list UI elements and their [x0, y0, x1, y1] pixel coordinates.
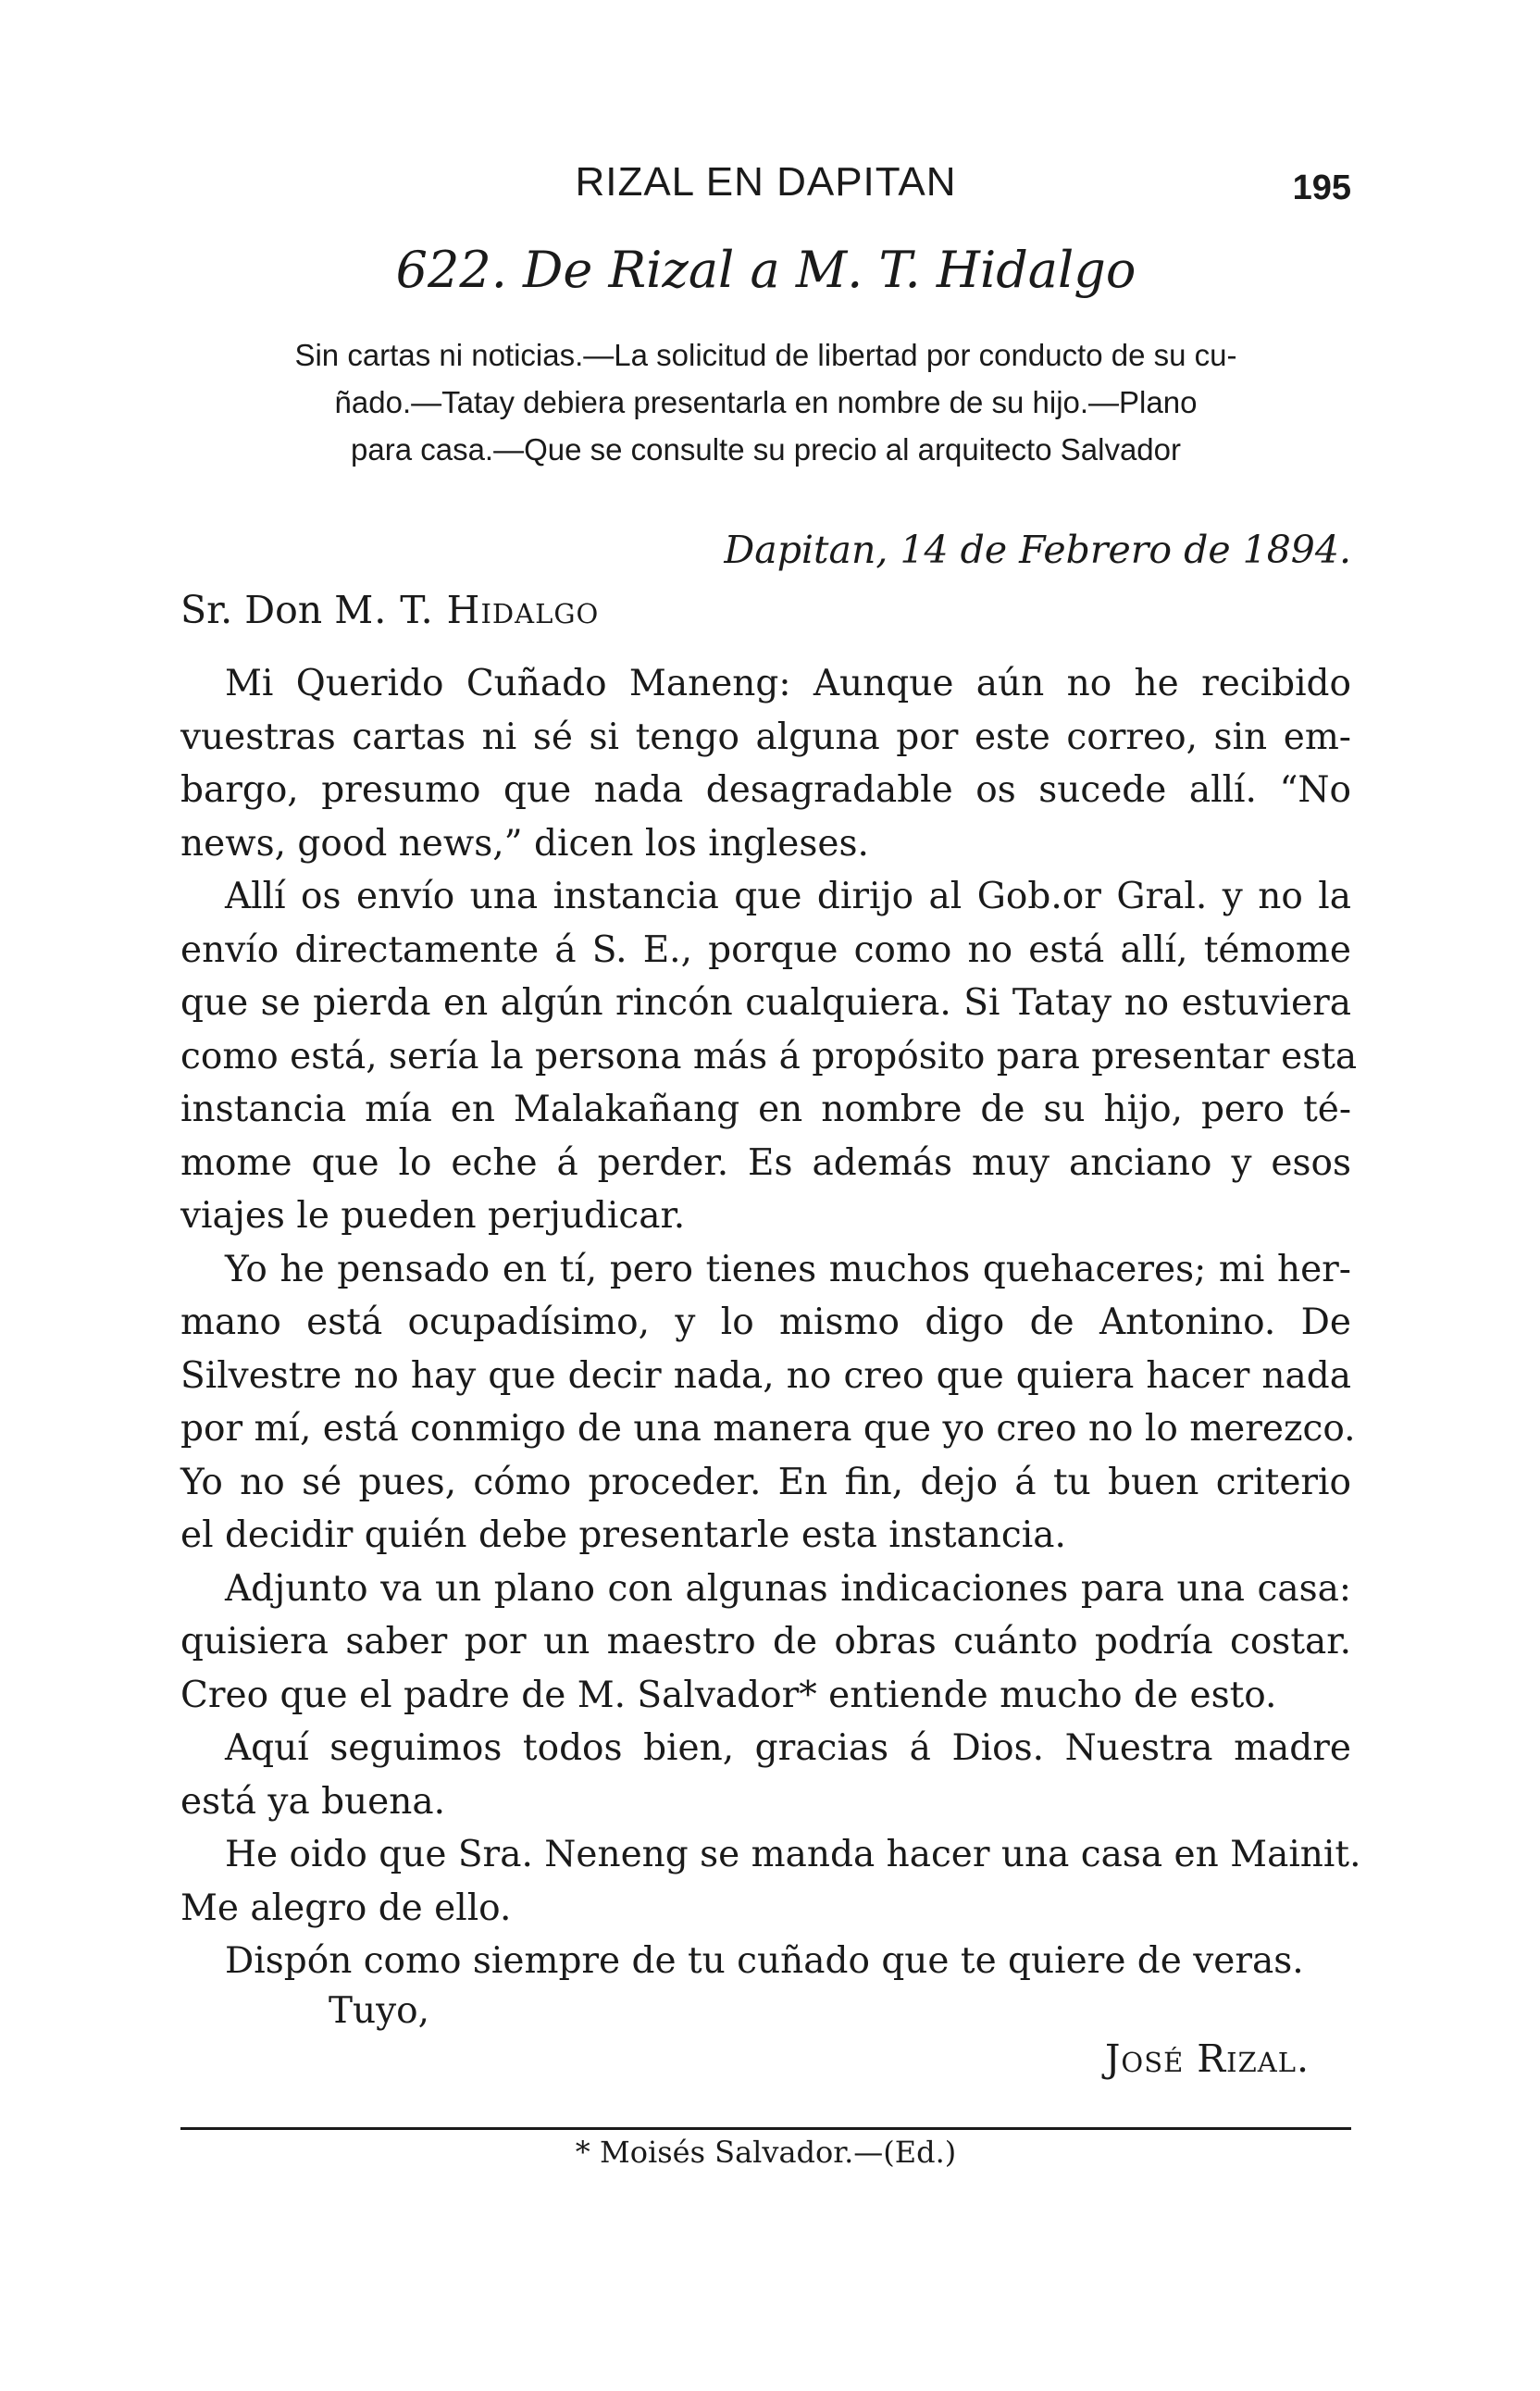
body-line: Adjunto va un plano con algunas indicaciones para una casa: — [225, 1567, 1351, 1610]
summary-line: ñado.—Tatay debiera presentarla en nombre de su hijo.—Plano — [334, 385, 1198, 419]
running-head-title: RIZAL EN DAPITAN — [575, 159, 957, 205]
salutation-name: M. T. Hidalgo — [334, 588, 600, 632]
dateline: Dapitan, 14 de Febrero de 1894. — [724, 528, 1351, 572]
body-line: que se pierda en algún rincón cualquiera. Si Tatay no estuviera — [180, 982, 1351, 1024]
letter-summary — [180, 331, 1351, 473]
body-line: Mi Querido Cuñado Maneng: Aunque aún no he recibido — [225, 663, 1351, 704]
footnote: * Moisés Salvador.—(Ed.) — [575, 2135, 957, 2170]
body-line: vuestras cartas ni sé si tengo alguna por este correo, sin em- — [180, 716, 1351, 758]
book-page — [180, 139, 1361, 2296]
body-line: Aquí seguimos todos bien, gracias á Dios. Nuestra madre — [225, 1727, 1351, 1769]
body-line: Me alegro de ello. — [180, 1887, 512, 1929]
body-line: envío directamente á S. E., porque como no está allí, témome — [180, 928, 1351, 971]
signature: José Rizal. — [1105, 2036, 1310, 2081]
body-line: viajes le pueden perjudicar. — [180, 1195, 686, 1237]
body-line: mome que lo eche á perder. Es además muy anciano y esos — [180, 1141, 1351, 1184]
body-line: quisiera saber por un maestro de obras cuánto podría costar. — [180, 1621, 1351, 1662]
body-line: Yo no sé pues, cómo proceder. En fin, dejo á tu buen criterio — [180, 1461, 1351, 1503]
letter-title: 622. De Rizal a M. T. Hidalgo — [395, 241, 1136, 299]
running-head — [180, 159, 1351, 215]
body-line: news, good news,” dicen los ingleses. — [180, 822, 869, 865]
body-line: como está, sería la persona más á propósito para presentar esta — [180, 1035, 1358, 1077]
body-line: instancia mía en Malakañang en nombre de su hijo, pero té- — [180, 1089, 1351, 1130]
body-line: mano está ocupadísimo, y lo mismo digo de Antonino. De — [180, 1301, 1351, 1343]
summary-line: Sin cartas ni noticias.—La solicitud de libertad por conducto de su cu- — [294, 338, 1237, 372]
body-line: Yo he pensado en tí, pero tienes muchos quehaceres; mi her- — [225, 1248, 1351, 1290]
body-line: está ya buena. — [180, 1780, 446, 1823]
body-line: Creo que el padre de M. Salvador* entiende mucho de esto. — [180, 1674, 1277, 1716]
body-line: el decidir quién debe presentarle esta instancia. — [180, 1514, 1066, 1556]
salutation — [180, 588, 599, 632]
summary-line: para casa.—Que se consulte su precio al arquitecto Salvador — [351, 432, 1181, 467]
page-number: 195 — [1292, 168, 1351, 207]
body-line: Allí os envío una instancia que dirijo al Gob.or Gral. y no la — [225, 876, 1351, 917]
body-line: He oido que Sra. Neneng se manda hacer una casa en Mainit. — [225, 1834, 1361, 1875]
body-line: Dispón como siempre de tu cuñado que te quiere de veras. — [225, 1940, 1304, 1982]
closing: Tuyo, — [329, 1990, 430, 2032]
letter-body — [180, 657, 1361, 1988]
salutation-prefix: Sr. Don — [180, 588, 335, 632]
body-line: Silvestre no hay que decir nada, no creo que quiera hacer nada — [180, 1354, 1351, 1397]
body-line: por mí, está conmigo de una manera que yo creo no lo merezco. — [180, 1408, 1356, 1450]
body-line: bargo, presumo que nada desagradable os sucede allí. “No — [180, 769, 1351, 811]
